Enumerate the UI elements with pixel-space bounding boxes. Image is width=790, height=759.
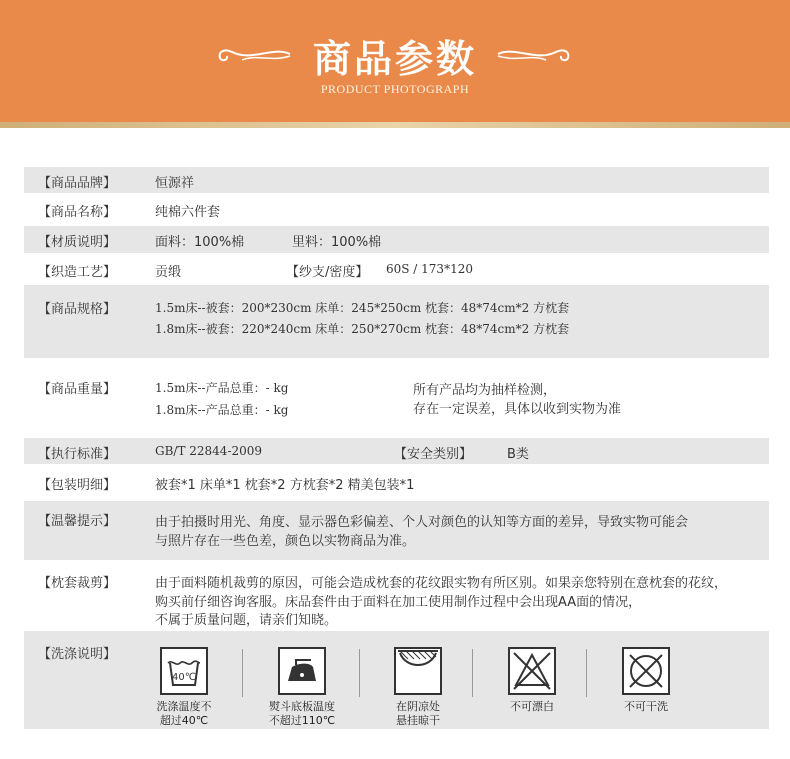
craft-value: 贡缎 bbox=[155, 265, 182, 280]
tips-label: 【温馨提示】 bbox=[38, 514, 117, 529]
name-value: 纯棉六件套 bbox=[155, 205, 221, 220]
pillow-line-2: 购买前仔细咨询客服。床品套件由于面料在加工使用制作过程中会出现AA面的情况， bbox=[155, 595, 642, 610]
yarn-density-label: 【纱支/密度】 bbox=[286, 265, 369, 280]
wash-label: 【洗涤说明】 bbox=[38, 647, 117, 662]
spec-label: 【商品规格】 bbox=[38, 302, 117, 317]
weight-line-1: 1.5m床--产品总重：- kg bbox=[155, 381, 289, 395]
shade-dry-icon bbox=[394, 647, 442, 695]
safety-category-label: 【安全类别】 bbox=[394, 447, 473, 462]
package-value: 被套*1 床单*1 枕套*2 方枕套*2 精美包装*1 bbox=[155, 478, 415, 493]
row-pillow-cut bbox=[24, 564, 769, 628]
material-lining-value: 里料：100%棉 bbox=[292, 235, 382, 250]
row-name bbox=[24, 196, 769, 222]
header-gold-stripe bbox=[0, 122, 790, 128]
material-face-value: 面料：100%棉 bbox=[155, 235, 245, 250]
divider bbox=[359, 649, 360, 697]
tips-line-2: 与照片存在一些色差，颜色以实物商品为准。 bbox=[155, 534, 416, 549]
package-label: 【包装明细】 bbox=[38, 478, 117, 493]
shade-dry-caption-2: 悬挂晾干 bbox=[396, 714, 440, 727]
wash-temp-text: 40℃ bbox=[172, 672, 196, 683]
care-item-iron bbox=[262, 647, 342, 728]
material-label: 【材质说明】 bbox=[38, 235, 117, 250]
divider bbox=[472, 649, 473, 697]
weight-note-1: 所有产品均为抽样检测， bbox=[413, 383, 557, 398]
wash-40-icon bbox=[160, 647, 208, 695]
page-subtitle: PRODUCT PHOTOGRAPH bbox=[320, 82, 470, 96]
no-bleach-icon bbox=[508, 647, 556, 695]
row-spec bbox=[24, 285, 769, 358]
weight-note-2: 存在一定误差，具体以收到实物为准 bbox=[413, 402, 622, 417]
weight-label: 【商品重量】 bbox=[38, 382, 117, 397]
pillow-line-3: 不属于质量问题，请亲们知晓。 bbox=[155, 613, 338, 628]
row-craft bbox=[24, 256, 769, 282]
standard-label: 【执行标准】 bbox=[38, 447, 117, 462]
no-dryclean-icon bbox=[622, 647, 670, 695]
row-standard bbox=[24, 438, 769, 464]
iron-caption-2: 不超过110℃ bbox=[268, 714, 336, 727]
safety-category-value: B类 bbox=[507, 447, 529, 462]
care-item-no-bleach bbox=[492, 647, 572, 714]
brand-value: 恒源祥 bbox=[155, 176, 195, 191]
weight-line-2: 1.8m床--产品总重：- kg bbox=[155, 403, 289, 417]
row-wash bbox=[24, 631, 769, 729]
row-package bbox=[24, 469, 769, 495]
spec-line-2: 1.8m床--被套：220*240cm 床单：250*270cm 枕套：48*74cm*2 方枕套 bbox=[155, 322, 570, 336]
pillow-line-1: 由于面料随机裁剪的原因，可能会造成枕套的花纹跟实物有所区别。如果亲您特别在意枕套的花纹， bbox=[155, 576, 728, 591]
row-weight bbox=[24, 362, 769, 430]
wash-caption-1: 洗涤温度不 bbox=[156, 700, 212, 713]
spec-line-1: 1.5m床--被套：200*230cm 床单：245*250cm 枕套：48*74cm*2 方枕套 bbox=[155, 301, 570, 315]
care-item-no-dryclean bbox=[606, 647, 686, 714]
iron-icon bbox=[278, 647, 326, 695]
care-item-shade-dry bbox=[378, 647, 458, 728]
yarn-density-value: 60S / 173*120 bbox=[386, 262, 473, 276]
page-title: 商品参数 bbox=[312, 36, 477, 81]
divider bbox=[242, 649, 243, 697]
tips-line-1: 由于拍摄时用光、角度、显示器色彩偏差、个人对颜色的认知等方面的差异，导致实物可能会 bbox=[155, 515, 689, 530]
name-label: 【商品名称】 bbox=[38, 205, 117, 220]
row-tips bbox=[24, 501, 769, 560]
no-dryclean-caption: 不可干洗 bbox=[624, 700, 668, 713]
iron-caption-1: 熨斗底板温度 bbox=[269, 700, 335, 713]
no-bleach-caption: 不可漂白 bbox=[510, 700, 554, 713]
brand-label: 【商品品牌】 bbox=[38, 176, 117, 191]
row-material bbox=[24, 226, 769, 253]
divider bbox=[586, 649, 587, 697]
standard-value: GB/T 22844-2009 bbox=[155, 444, 263, 458]
craft-label: 【织造工艺】 bbox=[38, 265, 117, 280]
wash-caption-2: 超过40℃ bbox=[159, 714, 209, 727]
row-brand bbox=[24, 167, 769, 193]
shade-dry-caption-1: 在阴凉处 bbox=[396, 700, 440, 713]
care-item-wash bbox=[144, 647, 224, 728]
pillow-label: 【枕套裁剪】 bbox=[38, 576, 117, 591]
